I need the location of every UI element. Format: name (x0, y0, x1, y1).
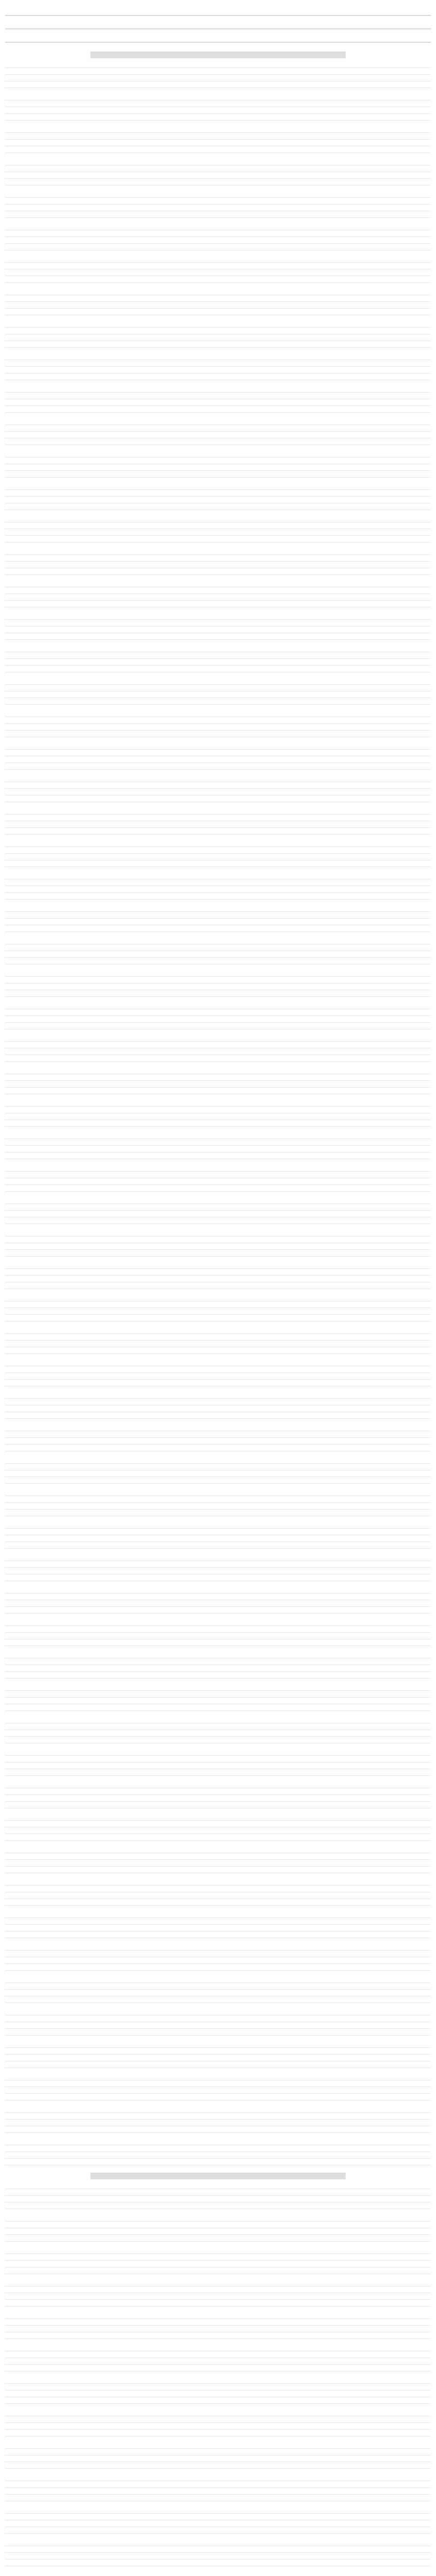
paragraph (5, 2541, 431, 2569)
paragraph (5, 809, 431, 838)
paragraph (5, 2476, 431, 2504)
paragraph (5, 1101, 431, 1130)
paragraph (5, 939, 431, 968)
paragraph (5, 1783, 431, 1811)
paragraph (5, 2043, 431, 2071)
paragraph (5, 420, 431, 448)
section-1-heading (5, 52, 431, 58)
paragraph (5, 1037, 431, 1065)
section-1-paragraphs (5, 63, 431, 2168)
paragraph (5, 2346, 431, 2375)
paragraph (5, 1556, 431, 1584)
paragraph (5, 744, 431, 773)
paragraph (5, 387, 431, 416)
paragraph (5, 1069, 431, 1097)
paragraph (5, 2216, 431, 2245)
paragraph (5, 1004, 431, 1032)
paragraph (5, 290, 431, 318)
paragraph (5, 615, 431, 643)
paragraph (5, 874, 431, 903)
paragraph (5, 647, 431, 675)
paragraph (5, 323, 431, 351)
paragraph (5, 1491, 431, 1519)
paragraph (5, 1978, 431, 2006)
paragraph (5, 550, 431, 578)
paragraph (5, 1913, 431, 1941)
section-1 (5, 52, 431, 2168)
paragraph (5, 1588, 431, 1617)
section-2 (5, 2173, 431, 2576)
paragraph (5, 1880, 431, 1909)
paragraph (5, 160, 431, 189)
paragraph (5, 452, 431, 481)
paragraph (5, 2010, 431, 2039)
section-2-heading (5, 2173, 431, 2179)
document-title (5, 5, 431, 45)
paragraph (5, 1199, 431, 1227)
paragraph (5, 1264, 431, 1292)
section-2-paragraphs (5, 2184, 431, 2576)
paragraph (5, 2281, 431, 2310)
paragraph (5, 1945, 431, 1974)
paragraph (5, 485, 431, 513)
paragraph (5, 1166, 431, 1195)
paragraph (5, 972, 431, 1000)
paragraph (5, 1718, 431, 1747)
paragraph (5, 1361, 431, 1389)
paragraph (5, 2509, 431, 2537)
paragraph (5, 2379, 431, 2407)
paragraph (5, 225, 431, 253)
paragraph (5, 355, 431, 383)
paragraph (5, 63, 431, 91)
paragraph (5, 2573, 431, 2576)
paragraph (5, 842, 431, 870)
paragraph (5, 1231, 431, 1260)
paragraph (5, 2411, 431, 2439)
paragraph (5, 2108, 431, 2136)
paragraph (5, 712, 431, 740)
paragraph (5, 2444, 431, 2472)
paragraph (5, 128, 431, 156)
paragraph (5, 193, 431, 221)
paragraph (5, 2314, 431, 2342)
paragraph (5, 1134, 431, 1162)
paragraph (5, 777, 431, 805)
paragraph (5, 2184, 431, 2212)
paragraph (5, 2249, 431, 2277)
paragraph (5, 1816, 431, 1844)
paragraph (5, 1394, 431, 1422)
paragraph (5, 1459, 431, 1487)
paragraph (5, 907, 431, 935)
paragraph (5, 517, 431, 546)
paragraph (5, 1296, 431, 1325)
paragraph (5, 2075, 431, 2104)
paragraph (5, 1751, 431, 1779)
paragraph (5, 582, 431, 611)
paragraph (5, 1848, 431, 1876)
paragraph (5, 1523, 431, 1552)
paragraph (5, 1653, 431, 1682)
paragraph (5, 1329, 431, 1357)
paragraph (5, 95, 431, 124)
paragraph (5, 1426, 431, 1454)
paragraph (5, 1621, 431, 1649)
paragraph (5, 2140, 431, 2168)
paragraph (5, 258, 431, 286)
paragraph (5, 1686, 431, 1714)
paragraph (5, 680, 431, 708)
